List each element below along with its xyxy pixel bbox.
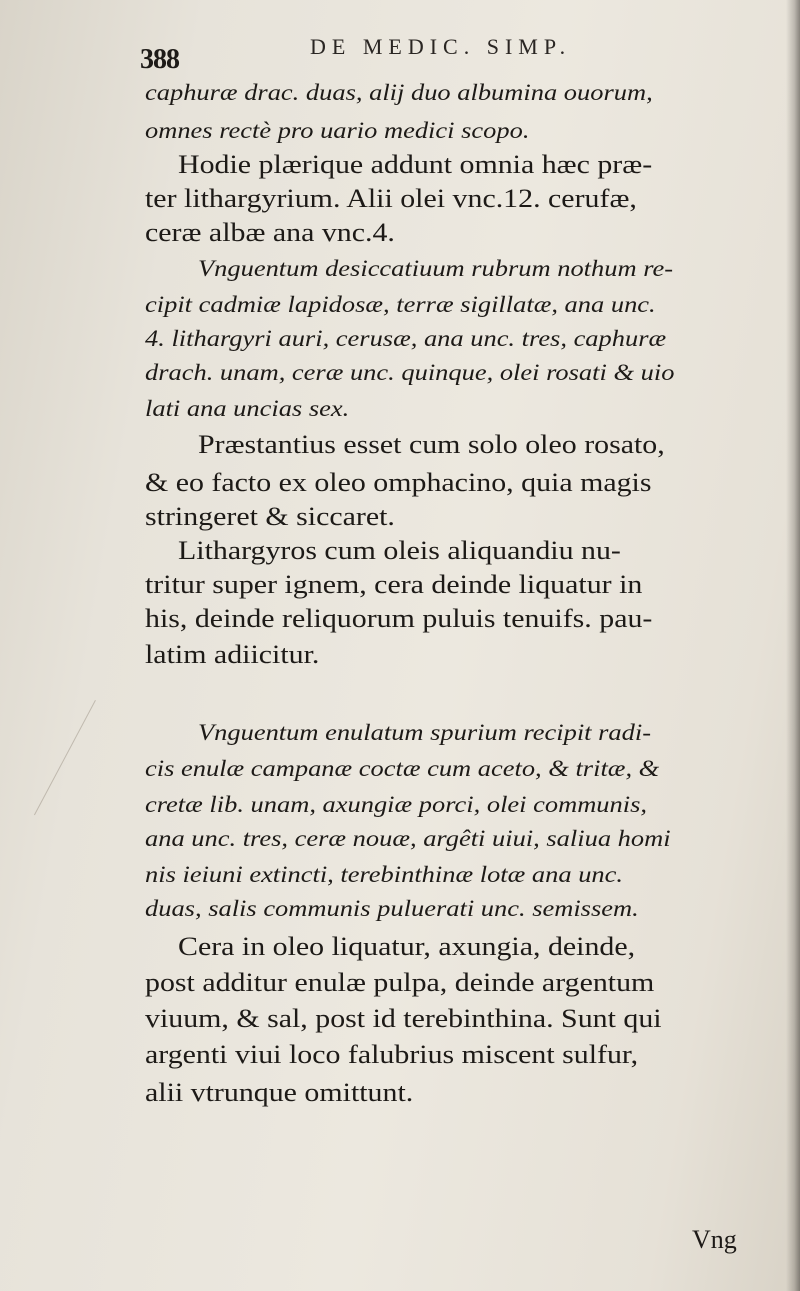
text-line: cis enulæ campanæ coctæ cum aceto, & tritæ, & (145, 756, 660, 781)
text-line: Lithargyros cum oleis aliquandiu nu- (178, 536, 621, 565)
text-line: 4. lithargyri auri, cerusæ, ana unc. tres, caphuræ (145, 326, 667, 351)
page-header (140, 30, 700, 75)
text-line: nis ieiuni extincti, terebinthinæ lotæ ana unc. (145, 862, 624, 887)
text-line: latim adiicitur. (145, 640, 320, 669)
text-line: viuum, & sal, post id terebinthina. Sunt qui (145, 1004, 662, 1033)
text-line: Vnguentum desiccatiuum rubrum nothum re- (198, 256, 674, 281)
text-line: his, deinde reliquorum puluis tenuifs. pau- (145, 604, 653, 633)
catchword: Vng (692, 1225, 737, 1254)
text-line: post additur enulæ pulpa, deinde argentum (145, 968, 655, 997)
text-line: & eo facto ex oleo omphacino, quia magis (145, 468, 652, 497)
text-line: cipit cadmiæ lapidosæ, terræ sigillatæ, ana unc. (145, 292, 656, 317)
text-line: ter lithargyrium. Alii olei vnc.12. cerufæ, (145, 184, 637, 213)
text-line: Cera in oleo liquatur, axungia, deinde, (178, 932, 636, 961)
text-line: drach. unam, ceræ unc. quinque, olei rosati & uio (145, 360, 675, 385)
page-edge-shadow (786, 0, 800, 1291)
running-head: DE MEDIC. SIMP. (310, 34, 572, 59)
text-line: ana unc. tres, ceræ nouæ, argêti uiui, saliua homi (145, 826, 671, 851)
text-line: alii vtrunque omittunt. (145, 1078, 414, 1107)
text-line: omnes rectè pro uario medici scopo. (145, 118, 530, 143)
text-line: Hodie plærique addunt omnia hæc præ- (178, 150, 653, 179)
page-fold-mark (34, 700, 149, 843)
page-number: 388 (140, 44, 179, 75)
text-line: duas, salis communis puluerati unc. semissem. (145, 896, 639, 921)
text-line: Præstantius esset cum solo oleo rosato, (198, 430, 665, 459)
text-line: tritur super ignem, cera deinde liquatur in (145, 570, 643, 599)
text-line: argenti viui loco falubrius miscent sulfur, (145, 1040, 639, 1069)
text-line: stringeret & siccaret. (145, 502, 395, 531)
text-line: lati ana uncias sex. (145, 396, 350, 421)
text-line: Vnguentum enulatum spurium recipit radi- (198, 720, 652, 745)
text-line: caphuræ drac. duas, alij duo albumina ouorum, (145, 80, 653, 105)
text-line: cretæ lib. unam, axungiæ porci, olei communis, (145, 792, 648, 817)
text-line: ceræ albæ ana vnc.4. (145, 218, 395, 247)
